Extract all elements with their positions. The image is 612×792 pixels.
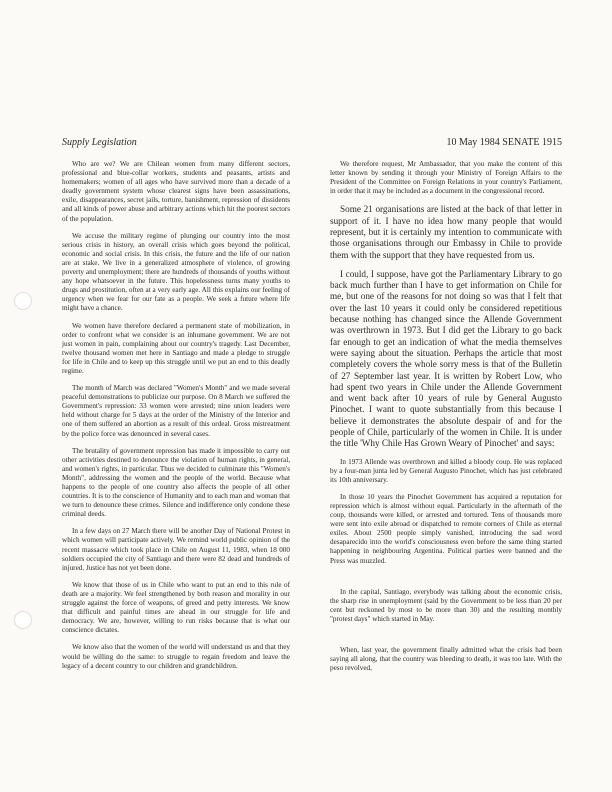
spacer — [330, 574, 562, 588]
paragraph: We know that those of us in Chile who want to put an end to this rule of death are a majority. We feel strengthened by both reason and morality in our struggle against the force of weapons, of greed and petty interests. We know that difficult and painful times are ahead in our struggle for life and democracy. We are, however, willing to run risks because that is what our conscience dictates. — [62, 580, 290, 635]
punch-hole-top — [14, 292, 32, 310]
speech-paragraph: Some 21 organisations are listed at the back of that letter in support of it. I have no idea how many people that would represent, but it is certainly my intention to communicate with those organisations through our Embassy in Chile to provide them with the support that they have requested from us. — [330, 204, 562, 260]
paragraph: The brutality of government repression has made it impossible to carry out other activities destined to denounce the violation of human rights, in general, and women's rights, in particular. Thus we decided to culminate this "Women's Month", addressing the women and the people of the world. Because what happens to the people of one country also affects the people of all other countries. It is to the conscience of Humanity and to each man and woman that we turn to denounce these crimes. Silence and indifference only condone these criminal deeds. — [62, 446, 290, 519]
paragraph: We know also that the women of the world will understand us and that they would be willing do the same: to struggle to regain freedom and leave the legacy of a decent country to our children and grandchildren. — [62, 643, 290, 670]
punch-hole-bottom — [14, 611, 32, 629]
quoted-paragraph: In the capital, Santiago, everybody was talking about the economic crisis, the sharp rise in unemployment (said by the Government to be less than 20 per cent but reckoned by most to be more than 30) and the resulting monthly "protest days" which started in May. — [330, 587, 562, 623]
page-date-number: 10 May 1984 SENATE 1915 — [446, 137, 562, 148]
paragraph: Who are we? We are Chilean women from many different sectors, professional and blue-collar workers, students and peasants, artists and homemakers; women of all ages who have survived more than a decade of a deadly government system whose clearest signs have been assassinations, exile, disappearances, secret jails, torture, banishment, repression of dissidents and all kinds of power abuse and arbitrary actions which hit the poorest sectors of the population. — [62, 160, 290, 223]
left-column — [62, 160, 290, 679]
page-header — [62, 137, 562, 153]
paragraph: We accuse the military regime of plunging our country into the most serious crisis in history, an overall crisis which goes beyond the political, economic and social crisis. In this crisis, the future and the life of our nation are at stake. We live in a generalized atmosphere of violence, of growing poverty and unemployment; there are hundreds of thousands of youths without any hope whatsoever in the future. This hopelessness turns many youths to drugs and prostitution, often at a very early age. All this explains our feeling of urgency when we fear for our fate as a people. We seek a future where life might have a chance. — [62, 231, 290, 313]
paragraph: The month of March was declared "Women's Month" and we made several peaceful demonstrations to publicize our purpose. On 8 March we suffered the Government's repression: 33 women were arrested; nine union leaders were held without charge for 5 days at the order of the Ministry of the Interior and one of them suffered an abortion as a result of this ordeal. Gross mistreatment by the police force was denounced in several cases. — [62, 384, 290, 438]
quoted-paragraph: In those 10 years the Pinochet Government has acquired a reputation for repression which is almost without equal. Particularly in the aftermath of the coup, thousands were killed, or arrested and tortured. Tens of thousands more were sent into exile abroad or dispatched to remote corners of Chile as eternal exiles. About 2500 people simply vanished, introducing the sad word desaparecido into the world's consciousness even before the same thing started happening in neighbouring Argentina. Political parties were banned and the Press was muzzled. — [330, 492, 562, 565]
paragraph: In a few days on 27 March there will be another Day of National Protest in which women will participate actively. We remind world public opinion of the recent massacre which took place in Chile on August 11, 1983, when 18 000 soldiers occupied the city of Santiago and there were 82 dead and hundreds of injured. Justice has not yet been done. — [62, 527, 290, 572]
spacer — [330, 632, 562, 646]
letter-closing-paragraph: We therefore request, Mr Ambassador, that you make the content of this letter known by sending it through your Ministry of Foreign Affairs to the President of the Committee on Foreign Relations in your country's Parliament, in order that it may be included as a document in the congressional record. — [330, 160, 562, 196]
quoted-paragraph: In 1973 Allende was overthrown and killed a bloody coup. He was replaced by a four-man junta led by General Augusto Pinochet, which has just celebrated its 10th anniversary. — [330, 457, 562, 484]
paragraph: We women have therefore declared a permanent state of mobilization, in order to confront what we consider is an inhumane government. We are not just women in pain, complaining about our country's tragedy. Last December, twelve thousand women met here in Santiago and made a pledge to struggle for life in Chile and to keep up this struggle until we put an end to this deadly regime. — [62, 321, 290, 375]
right-column — [330, 160, 562, 681]
running-title: Supply Legislation — [62, 137, 137, 148]
speech-paragraph: I could, I suppose, have got the Parliamentary Library to go back much further than I have to get information on Chile for me, but one of the reasons for not doing so was that I felt that over the last 10 years it could only be considered repetitious because nothing has changed since the Allende Government was overthrown in 1973. But I did get the Library to go back far enough to get an indication of what the media themselves were saying about the situation. Perhaps the article that most completely covers the whole sorry mess is that of the Bulletin of 27 September last year. It is written by Robert Low, who had spent two years in Chile under the Allende Government and went back after 10 years of rule by General Augusto Pinochet. I want to quote substantially from this because I believe it demonstrates the absolute despair of and for the people of Chile, particularly of the women in Chile. It is under the title 'Why Chile Has Grown Weary of Pinochet' and says: — [330, 268, 562, 449]
quoted-paragraph: When, last year, the government finally admitted what the crisis had been saying all along, that the country was bleeding to death, it was too late. With the peso revolved, — [330, 646, 562, 673]
